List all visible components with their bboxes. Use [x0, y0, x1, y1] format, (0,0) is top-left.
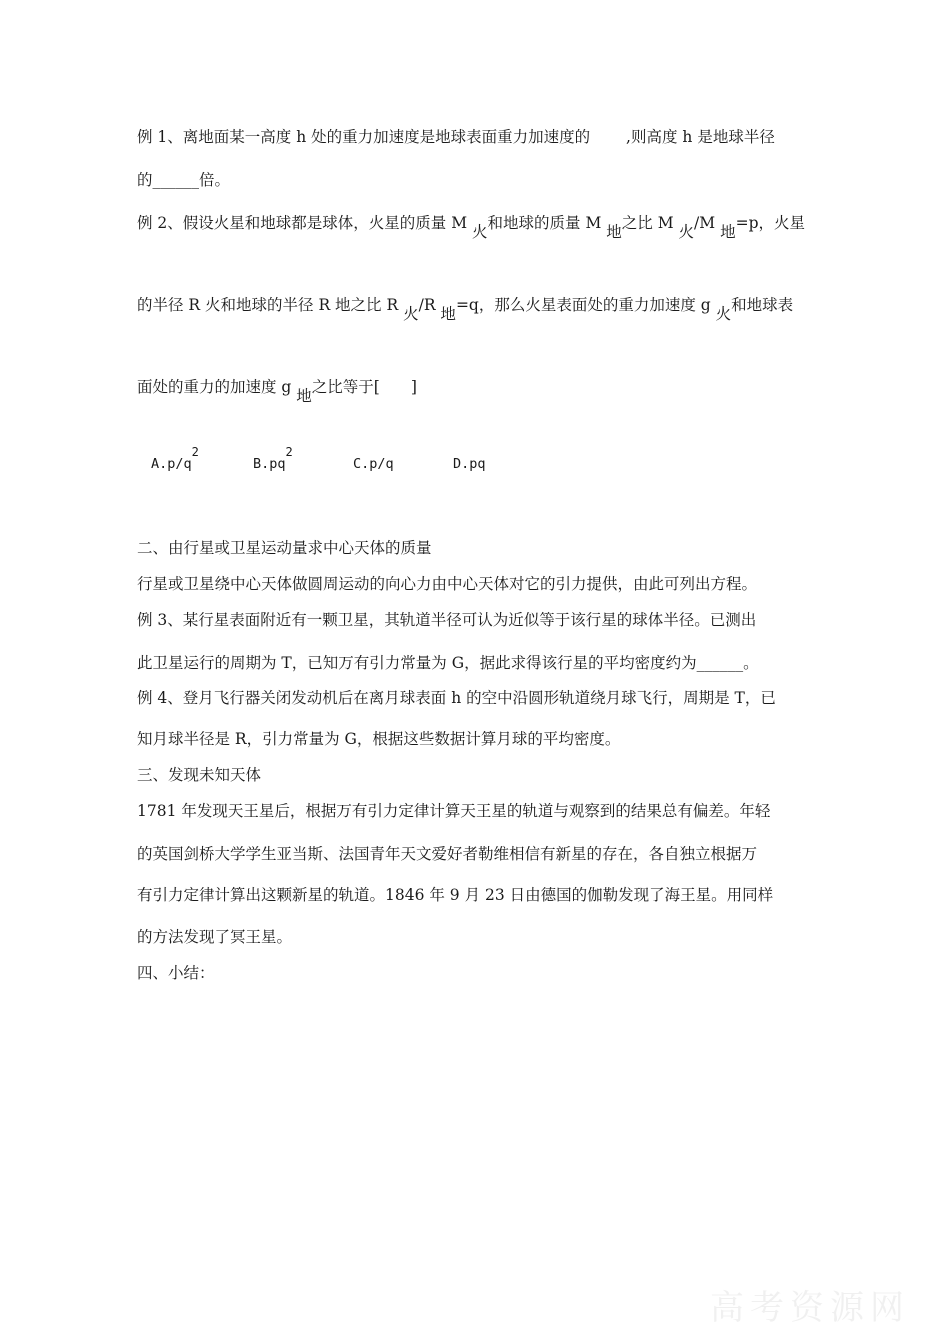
text-run: 例 2、假设火星和地球都是球体，火星的质量 M [137, 214, 473, 232]
text-run: 之比 M [621, 214, 679, 232]
superscript: 2 [191, 445, 199, 459]
section3-para-line3: 有引力定律计算出这颗新星的轨道。1846 年 9 月 23 日由德国的伽勒发现了海王星。用同样 [137, 886, 774, 904]
section3-para-line4: 的方法发现了冥王星。 [137, 928, 293, 946]
text-run: /M [694, 214, 721, 232]
subscript: 火 [472, 223, 488, 241]
option-c: C.p/q [353, 456, 394, 472]
text-run: 和地球的质量 M [487, 214, 607, 232]
example3-line2: 此卫星运行的周期为 T，已知万有引力常量为 G，据此求得该行星的平均密度约为______。 [137, 654, 759, 672]
section3-heading: 三、发现未知天体 [137, 766, 262, 784]
subscript: 火 [678, 223, 695, 241]
option-b [253, 445, 293, 472]
text-run: 和地球表 [731, 296, 794, 314]
option-a [151, 445, 199, 472]
watermark: 高考资源网 [710, 1288, 910, 1328]
example1-line2: 的______倍。 [137, 171, 231, 189]
text-run: 之比等于[ ] [311, 378, 417, 396]
superscript: 2 [285, 445, 293, 459]
section4-heading: 四、小结： [137, 964, 215, 982]
section3-para-line1: 1781 年发现天王星后，根据万有引力定律计算天王星的轨道与观察到的结果总有偏差。年轻 [137, 802, 771, 820]
subscript: 地 [440, 305, 456, 323]
option-d: D.pq [453, 456, 486, 472]
example1-line1: 例 1、离地面某一高度 h 处的重力加速度是地球表面重力加速度的 ,则高度 h 是地球半径 [137, 128, 775, 146]
text-run: 的半径 R 火和地球的半径 R 地之比 R [137, 296, 404, 314]
example2-line1 [137, 212, 805, 241]
subscript: 火 [403, 305, 419, 323]
text-run: =p，火星 [735, 214, 805, 232]
example4-line2: 知月球半径是 R，引力常量为 G，根据这些数据计算月球的平均密度。 [137, 730, 621, 748]
section3-para-line2: 的英国剑桥大学学生亚当斯、法国青年天文爱好者勒维相信有新星的存在，各自独立根据万 [137, 845, 758, 863]
subscript: 地 [606, 223, 622, 241]
subscript: 地 [296, 387, 312, 405]
option-a-text: A.p/q [151, 456, 192, 472]
example2-line3 [137, 376, 417, 405]
section2-intro: 行星或卫星绕中心天体做圆周运动的向心力由中心天体对它的引力提供，由此可列出方程。 [137, 575, 758, 593]
text-run: =q，那么火星表面处的重力加速度 g [455, 296, 716, 314]
example4-line1: 例 4、登月飞行器关闭发动机后在离月球表面 h 的空中沿圆形轨道绕月球飞行，周期是 T，已 [137, 689, 776, 707]
subscript: 火 [715, 305, 732, 323]
option-b-text: B.pq [253, 456, 286, 472]
text-run: 面处的重力的加速度 g [137, 378, 297, 396]
example3-line1: 例 3、某行星表面附近有一颗卫星，其轨道半径可认为近似等于该行星的球体半径。已测出 [137, 611, 757, 629]
example2-line2 [137, 294, 794, 323]
text-run: /R [418, 296, 441, 314]
section2-heading: 二、由行星或卫星运动量求中心天体的质量 [137, 539, 432, 557]
subscript: 地 [720, 223, 736, 241]
